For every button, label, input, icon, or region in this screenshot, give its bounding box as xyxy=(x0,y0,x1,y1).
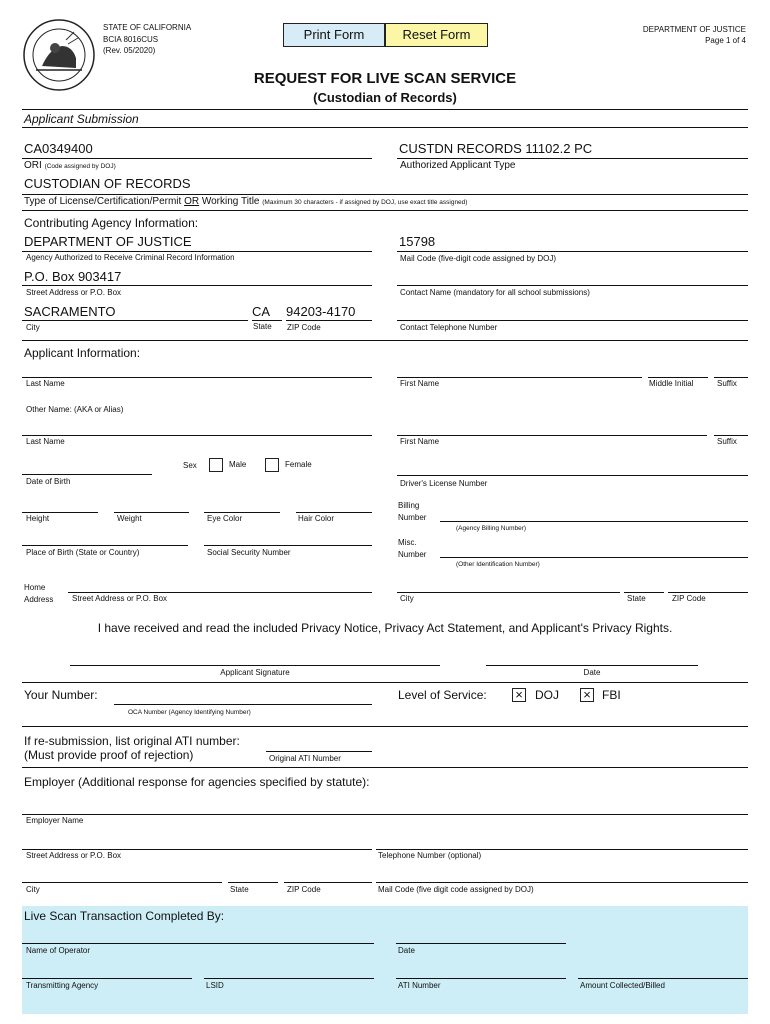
ati-number-label: ATI Number xyxy=(398,981,441,990)
form-revision: (Rev. 05/2020) xyxy=(103,46,156,55)
employer-zip-label: ZIP Code xyxy=(287,885,321,894)
misc-number-label: Misc. Number xyxy=(398,538,427,559)
live-scan-date-label: Date xyxy=(398,946,415,955)
amount-label: Amount Collected/Billed xyxy=(580,981,665,990)
suffix-label: Suffix xyxy=(717,379,737,388)
last-name-label: Last Name xyxy=(26,379,65,388)
employer-mailcode-label: Mail Code (five digit code assigned by DOJ) xyxy=(378,885,534,894)
agency-street-label: Street Address or P.O. Box xyxy=(26,288,122,297)
applicant-type-label: Authorized Applicant Type xyxy=(400,160,516,171)
doj-label: DOJ xyxy=(535,688,559,702)
middle-initial-label: Middle Initial xyxy=(649,379,694,388)
form-id: BCIA 8016CUS xyxy=(103,35,159,44)
alias-first-name-label: First Name xyxy=(400,437,440,446)
agency-name-field[interactable]: DEPARTMENT OF JUSTICE xyxy=(24,234,192,249)
agency-name-label: Agency Authorized to Receive Criminal Record Information xyxy=(26,253,235,262)
male-checkbox[interactable] xyxy=(209,458,223,472)
height-label: Height xyxy=(26,514,50,523)
fbi-label: FBI xyxy=(602,688,621,702)
working-title-field[interactable]: CUSTODIAN OF RECORDS xyxy=(24,176,191,191)
ori-field[interactable]: CA0349400 xyxy=(24,141,93,156)
contact-phone-label: Contact Telephone Number xyxy=(400,323,498,332)
agency-zip-field[interactable]: 94203-4170 xyxy=(286,304,356,319)
home-zip-label: ZIP Code xyxy=(672,594,706,603)
level-of-service-label: Level of Service: xyxy=(398,688,487,702)
agency-city-label: City xyxy=(26,323,40,332)
working-title-label: Type of License/Certification/Permit OR Working Title (Maximum 30 characters - if assigned by DOJ, use exact title assigned) xyxy=(24,196,468,207)
female-label: Female xyxy=(285,460,312,469)
mail-code-label: Mail Code (five-digit code assigned by DOJ) xyxy=(400,254,557,263)
live-scan-heading: Live Scan Transaction Completed By: xyxy=(24,909,225,923)
form-subtitle: (Custodian of Records) xyxy=(313,90,457,105)
sex-label: Sex xyxy=(183,461,197,470)
billing-number-label: Billing Number xyxy=(398,501,427,522)
female-checkbox[interactable] xyxy=(265,458,279,472)
print-form-button[interactable]: Print Form xyxy=(283,23,385,47)
operator-name-label: Name of Operator xyxy=(26,946,91,955)
privacy-statement: I have received and read the included Privacy Notice, Privacy Act Statement, and Applicant's Privacy Rights. xyxy=(97,621,673,635)
resubmission-label: If re-submission, list original ATI number: (Must provide proof of rejection) xyxy=(24,734,240,762)
misc-note: (Other Identification Number) xyxy=(456,561,540,568)
hair-color-label: Hair Color xyxy=(298,514,335,523)
mail-code-field[interactable]: 15798 xyxy=(399,234,436,249)
weight-label: Weight xyxy=(117,514,142,523)
agency-heading: Contributing Agency Information: xyxy=(24,216,199,230)
male-label: Male xyxy=(229,460,247,469)
home-city-label: City xyxy=(400,594,414,603)
employer-heading: Employer (Additional response for agencies specified by statute): xyxy=(24,775,370,789)
signature-date-label: Date xyxy=(583,668,601,677)
dob-label: Date of Birth xyxy=(26,477,71,486)
applicant-submission-heading: Applicant Submission xyxy=(24,112,139,126)
reset-form-button[interactable]: Reset Form xyxy=(385,23,488,47)
fbi-checkbox[interactable]: × xyxy=(580,688,594,702)
doj-checkbox[interactable]: × xyxy=(512,688,526,702)
agency-street-field[interactable]: P.O. Box 903417 xyxy=(24,269,122,284)
department-label: DEPARTMENT OF JUSTICE xyxy=(642,25,746,34)
home-address-label: Home Address xyxy=(24,583,54,604)
first-name-label: First Name xyxy=(400,379,440,388)
billing-note: (Agency Billing Number) xyxy=(456,525,527,532)
signature-label: Applicant Signature xyxy=(220,668,290,677)
alias-last-name-label: Last Name xyxy=(26,437,65,446)
original-ati-label: Original ATI Number xyxy=(269,754,341,763)
agency-zip-label: ZIP Code xyxy=(287,323,321,332)
home-street-label: Street Address or P.O. Box xyxy=(72,594,168,603)
transmitting-agency-label: Transmitting Agency xyxy=(26,981,99,990)
drivers-license-label: Driver's License Number xyxy=(400,479,488,488)
applicant-info-heading: Applicant Information: xyxy=(24,346,141,360)
eye-color-label: Eye Color xyxy=(207,514,243,523)
state-label: STATE OF CALIFORNIA xyxy=(103,23,192,32)
oca-note: OCA Number (Agency Identifying Number) xyxy=(128,709,251,716)
agency-city-field[interactable]: SACRAMENTO xyxy=(24,304,116,319)
home-state-label: State xyxy=(627,594,646,603)
other-name-label: Other Name: (AKA or Alias) xyxy=(26,405,124,414)
lsid-label: LSID xyxy=(206,981,224,990)
employer-name-label: Employer Name xyxy=(26,816,84,825)
agency-state-label: State xyxy=(253,322,272,331)
ori-label: ORI (Code assigned by DOJ) xyxy=(24,160,116,171)
employer-street-label: Street Address or P.O. Box xyxy=(26,851,122,860)
applicant-type-field[interactable]: CUSTDN RECORDS 11102.2 PC xyxy=(399,141,593,156)
alias-suffix-label: Suffix xyxy=(717,437,737,446)
place-of-birth-label: Place of Birth (State or Country) xyxy=(26,548,140,557)
employer-city-label: City xyxy=(26,885,40,894)
agency-state-field[interactable]: CA xyxy=(252,304,271,319)
form-title: REQUEST FOR LIVE SCAN SERVICE xyxy=(253,70,517,87)
page-number: Page 1 of 4 xyxy=(705,36,746,45)
employer-phone-label: Telephone Number (optional) xyxy=(378,851,482,860)
your-number-label: Your Number: xyxy=(24,688,98,702)
contact-name-label: Contact Name (mandatory for all school submissions) xyxy=(400,288,590,297)
ssn-label: Social Security Number xyxy=(207,548,291,557)
employer-state-label: State xyxy=(230,885,249,894)
